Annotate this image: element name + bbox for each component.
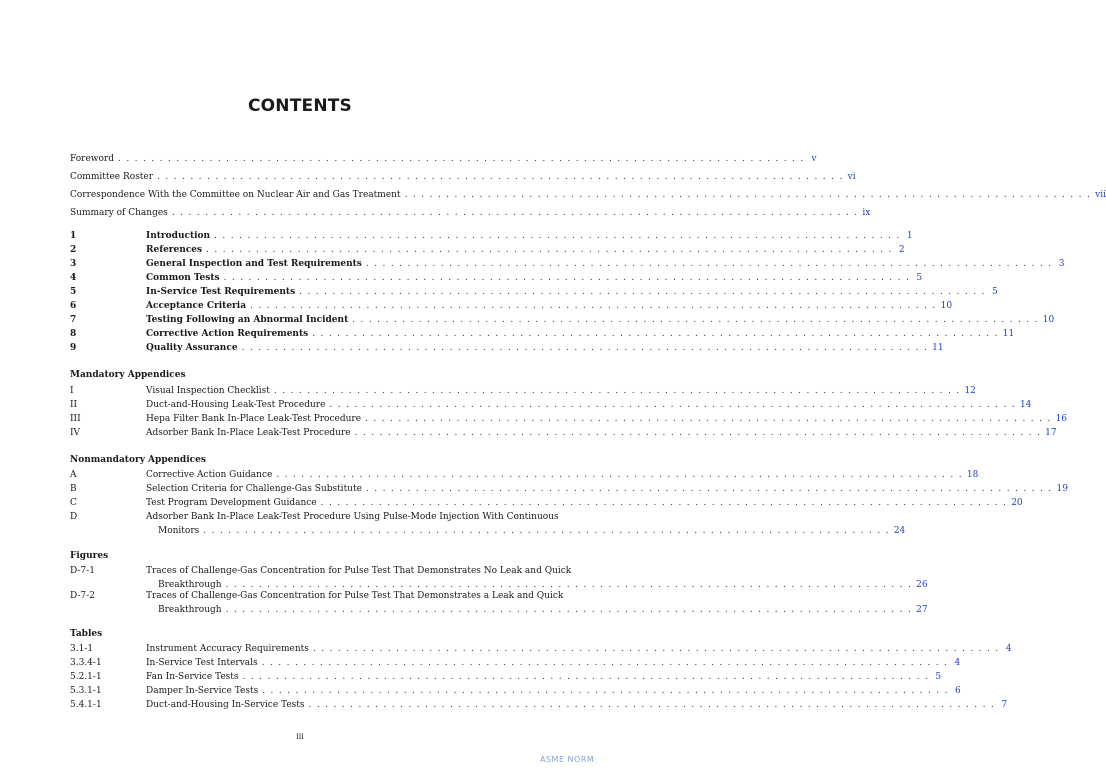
leader-dots: . . . . . . . . . . . . . . . . . . . . . . . . . . . . . . . . . . . . . . . . . . . . . . . . . . . . . . . . . . . . . . . . . . . . . . . . . . . . . . . . . . . [312, 329, 999, 339]
leader-dots: . . . . . . . . . . . . . . . . . . . . . . . . . . . . . . . . . . . . . . . . . . . . . . . . . . . . . . . . . . . . . . . . . . . . . . . . . . . . . . . . . . . [312, 644, 1000, 654]
entry-number: 3 [70, 259, 77, 269]
leader-dots: . . . . . . . . . . . . . . . . . . . . . . . . . . . . . . . . . . . . . . . . . . . . . . . . . . . . . . . . . . . . . . . . . . . . . . . . . . . . . . . . . . . [276, 470, 963, 480]
entry-number: 8 [70, 329, 77, 339]
entry-title: Quality Assurance [146, 343, 238, 353]
entry-number: 5.3.1-1 [70, 686, 102, 696]
entry-title: Traces of Challenge-Gas Concentration for Pulse Test That Demonstrates No Leak and Quick [146, 566, 572, 576]
entry-title: In-Service Test Intervals [146, 658, 258, 668]
entry-page[interactable]: 10 [1042, 315, 1055, 325]
leader-dots: . . . . . . . . . . . . . . . . . . . . . . . . . . . . . . . . . . . . . . . . . . . . . . . . . . . . . . . . . . . . . . . . . . . . . . . . . . . . . . . . . . . [404, 190, 1092, 200]
entry-page[interactable]: 11 [1002, 329, 1015, 339]
watermark-logo [540, 755, 594, 764]
page-title: CONTENTS [247, 96, 353, 116]
leader-dots: . . . . . . . . . . . . . . . . . . . . . . . . . . . . . . . . . . . . . . . . . . . . . . . . . . . . . . . . . . . . . . . . . . . . . . . . . . . . . . . . . . . [241, 343, 929, 353]
entry-page[interactable]: 17 [1045, 428, 1057, 438]
entry-number: 7 [70, 315, 77, 325]
entry-title: Common Tests [146, 273, 220, 283]
leader-dots: . . . . . . . . . . . . . . . . . . . . . . . . . . . . . . . . . . . . . . . . . . . . . . . . . . . . . . . . . . . . . . . . . . . . . . . . . . . . . . . . . . . [308, 700, 996, 710]
entry-title: Acceptance Criteria [146, 301, 247, 311]
leader-dots: . . . . . . . . . . . . . . . . . . . . . . . . . . . . . . . . . . . . . . . . . . . . . . . . . . . . . . . . . . . . . . . . . . . . . . . . . . . . . . . . . . . [365, 414, 1052, 424]
entry-page[interactable]: 11 [932, 343, 944, 353]
entry-number: 5.2.1-1 [70, 672, 102, 682]
entry-page[interactable]: 2 [898, 245, 905, 255]
leader-dots: . . . . . . . . . . . . . . . . . . . . . . . . . . . . . . . . . . . . . . . . . . . . . . . . . . . . . . . . . . . . . . . . . . . . . . . . . . . . . . . . . . . [250, 301, 937, 311]
entry-number: I [70, 386, 74, 396]
entry-number: III [70, 414, 81, 424]
leader-dots: . . . . . . . . . . . . . . . . . . . . . . . . . . . . . . . . . . . . . . . . . . . . . . . . . . . . . . . . . . . . . . . . . . . . . . . . . . . . . . . . . . . [118, 154, 805, 164]
entry-page[interactable]: 12 [964, 386, 976, 396]
entry-number: B [70, 484, 77, 494]
entry-number: D-7-2 [70, 591, 95, 601]
entry-number: D [70, 512, 78, 522]
leader-dots: . . . . . . . . . . . . . . . . . . . . . . . . . . . . . . . . . . . . . . . . . . . . . . . . . . . . . . . . . . . . . . . . . . . . . . . . . . . . . . . . . . . [214, 231, 901, 241]
entry-title: Introduction [146, 231, 211, 241]
entry-number: 6 [70, 301, 77, 311]
entry-page[interactable]: 6 [955, 686, 961, 696]
entry-title: Hepa Filter Bank In-Place Leak-Test Procedure [146, 414, 362, 424]
entry-page[interactable]: 24 [893, 526, 906, 536]
page-number: iii [296, 732, 304, 741]
entry-title: Testing Following an Abnormal Incident [146, 315, 349, 325]
entry-number: 3.1-1 [70, 644, 94, 654]
entry-title: Selection Criteria for Challenge-Gas Substitute [146, 484, 362, 494]
entry-title: Summary of Changes [70, 208, 168, 218]
entry-title: Corrective Action Requirements [146, 329, 309, 339]
leader-dots: . . . . . . . . . . . . . . . . . . . . . . . . . . . . . . . . . . . . . . . . . . . . . . . . . . . . . . . . . . . . . . . . . . . . . . . . . . . . . . . . . . . [203, 526, 890, 536]
entry-page[interactable]: 5 [935, 672, 942, 682]
entry-number: 2 [70, 245, 77, 255]
leader-dots: . . . . . . . . . . . . . . . . . . . . . . . . . . . . . . . . . . . . . . . . . . . . . . . . . . . . . . . . . . . . . . . . . . . . . . . . . . . . . . . . . . . [223, 273, 911, 283]
watermark-text: ASME NORM [540, 755, 595, 764]
entry-page[interactable]: vi [847, 172, 856, 182]
entry-title: Traces of Challenge-Gas Concentration for Pulse Test That Demonstrates a Leak and Quick [146, 591, 564, 601]
mandatory-appendices-heading: Mandatory Appendices [70, 370, 186, 380]
entry-number: IV [70, 428, 81, 438]
entry-title: Adsorber Bank In-Place Leak-Test Procedure [146, 428, 351, 438]
leader-dots: . . . . . . . . . . . . . . . . . . . . . . . . . . . . . . . . . . . . . . . . . . . . . . . . . . . . . . . . . . . . . . . . . . . . . . . . . . . . . . . . . . . [299, 287, 986, 297]
figures-heading: Figures [70, 551, 109, 561]
entry-title-continued: Breakthrough [158, 605, 222, 615]
leader-dots: . . . . . . . . . . . . . . . . . . . . . . . . . . . . . . . . . . . . . . . . . . . . . . . . . . . . . . . . . . . . . . . . . . . . . . . . . . . . . . . . . . . [206, 245, 893, 255]
entry-number: D-7-1 [70, 566, 95, 576]
entry-number: 4 [70, 273, 77, 283]
entry-page[interactable]: 4 [954, 658, 961, 668]
leader-dots: . . . . . . . . . . . . . . . . . . . . . . . . . . . . . . . . . . . . . . . . . . . . . . . . . . . . . . . . . . . . . . . . . . . . . . . . . . . . . . . . . . . [225, 605, 913, 615]
entry-page[interactable]: 26 [916, 580, 928, 590]
entry-number: 5.4.1-1 [70, 700, 102, 710]
entry-page[interactable]: vii [1095, 190, 1106, 200]
leader-dots: . . . . . . . . . . . . . . . . . . . . . . . . . . . . . . . . . . . . . . . . . . . . . . . . . . . . . . . . . . . . . . . . . . . . . . . . . . . . . . . . . . . [329, 400, 1016, 410]
entry-title-continued: Monitors [158, 526, 200, 536]
entry-page[interactable]: 14 [1019, 400, 1032, 410]
leader-dots: . . . . . . . . . . . . . . . . . . . . . . . . . . . . . . . . . . . . . . . . . . . . . . . . . . . . . . . . . . . . . . . . . . . . . . . . . . . . . . . . . . . [262, 686, 949, 696]
leader-dots: . . . . . . . . . . . . . . . . . . . . . . . . . . . . . . . . . . . . . . . . . . . . . . . . . . . . . . . . . . . . . . . . . . . . . . . . . . . . . . . . . . . [365, 484, 1053, 494]
entry-title-continued: Breakthrough [158, 580, 222, 590]
entry-page[interactable]: 20 [1011, 498, 1023, 508]
leader-dots: . . . . . . . . . . . . . . . . . . . . . . . . . . . . . . . . . . . . . . . . . . . . . . . . . . . . . . . . . . . . . . . . . . . . . . . . . . . . . . . . . . . [273, 386, 961, 396]
leader-dots: . . . . . . . . . . . . . . . . . . . . . . . . . . . . . . . . . . . . . . . . . . . . . . . . . . . . . . . . . . . . . . . . . . . . . . . . . . . . . . . . . . . [171, 208, 859, 218]
entry-page[interactable]: 18 [966, 470, 979, 480]
entry-number: 5 [70, 287, 77, 297]
entry-title: Corrective Action Guidance [146, 470, 273, 480]
entry-title: Committee Roster [70, 172, 154, 182]
entry-page[interactable]: 10 [940, 301, 953, 311]
entry-number: II [70, 400, 78, 410]
entry-title: References [146, 245, 203, 255]
leader-dots: . . . . . . . . . . . . . . . . . . . . . . . . . . . . . . . . . . . . . . . . . . . . . . . . . . . . . . . . . . . . . . . . . . . . . . . . . . . . . . . . . . . [242, 672, 930, 682]
tables-heading: Tables [70, 629, 103, 639]
entry-title: Test Program Development Guidance [146, 498, 317, 508]
entry-page[interactable]: 16 [1055, 414, 1068, 424]
entry-number: 3.3.4-1 [70, 658, 102, 668]
entry-page[interactable]: 7 [1001, 700, 1008, 710]
entry-title: In-Service Test Requirements [146, 287, 296, 297]
entry-page[interactable]: 4 [1005, 644, 1012, 654]
entry-title: Adsorber Bank In-Place Leak-Test Procedure Using Pulse-Mode Injection With Continuous [146, 512, 559, 522]
entry-title: Correspondence With the Committee on Nuclear Air and Gas Treatment [70, 190, 401, 200]
leader-dots: . . . . . . . . . . . . . . . . . . . . . . . . . . . . . . . . . . . . . . . . . . . . . . . . . . . . . . . . . . . . . . . . . . . . . . . . . . . . . . . . . . . [157, 172, 844, 182]
leader-dots: . . . . . . . . . . . . . . . . . . . . . . . . . . . . . . . . . . . . . . . . . . . . . . . . . . . . . . . . . . . . . . . . . . . . . . . . . . . . . . . . . . . [261, 658, 949, 668]
entry-page[interactable]: v [811, 154, 817, 164]
entry-title: Foreword [70, 154, 114, 164]
entry-page[interactable]: 19 [1056, 484, 1068, 494]
entry-title: Damper In-Service Tests [146, 686, 259, 696]
entry-title: General Inspection and Test Requirements [146, 259, 362, 269]
leader-dots: . . . . . . . . . . . . . . . . . . . . . . . . . . . . . . . . . . . . . . . . . . . . . . . . . . . . . . . . . . . . . . . . . . . . . . . . . . . . . . . . . . . [365, 259, 1053, 269]
leader-dots: . . . . . . . . . . . . . . . . . . . . . . . . . . . . . . . . . . . . . . . . . . . . . . . . . . . . . . . . . . . . . . . . . . . . . . . . . . . . . . . . . . . [354, 428, 1042, 438]
entry-page[interactable]: 5 [916, 273, 923, 283]
entry-title: Instrument Accuracy Requirements [146, 644, 309, 654]
entry-number: 9 [70, 343, 77, 353]
entry-page[interactable]: ix [862, 208, 871, 218]
leader-dots: . . . . . . . . . . . . . . . . . . . . . . . . . . . . . . . . . . . . . . . . . . . . . . . . . . . . . . . . . . . . . . . . . . . . . . . . . . . . . . . . . . . [352, 315, 1039, 325]
leader-dots: . . . . . . . . . . . . . . . . . . . . . . . . . . . . . . . . . . . . . . . . . . . . . . . . . . . . . . . . . . . . . . . . . . . . . . . . . . . . . . . . . . . [320, 498, 1008, 508]
entry-number: C [70, 498, 77, 508]
entry-page[interactable]: 3 [1058, 259, 1065, 269]
entry-page[interactable]: 1 [906, 231, 913, 241]
entry-title: Fan In-Service Tests [146, 672, 239, 682]
entry-title: Duct-and-Housing Leak-Test Procedure [146, 400, 326, 410]
leader-dots: . . . . . . . . . . . . . . . . . . . . . . . . . . . . . . . . . . . . . . . . . . . . . . . . . . . . . . . . . . . . . . . . . . . . . . . . . . . . . . . . . . . [225, 580, 913, 590]
entry-title: Duct-and-Housing In-Service Tests [146, 700, 305, 710]
entry-title: Visual Inspection Checklist [146, 386, 270, 396]
entry-number: 1 [70, 231, 77, 241]
entry-page[interactable]: 5 [991, 287, 998, 297]
entry-number: A [70, 470, 77, 480]
entry-page[interactable]: 27 [916, 605, 928, 615]
nonmandatory-appendices-heading: Nonmandatory Appendices [70, 455, 206, 465]
